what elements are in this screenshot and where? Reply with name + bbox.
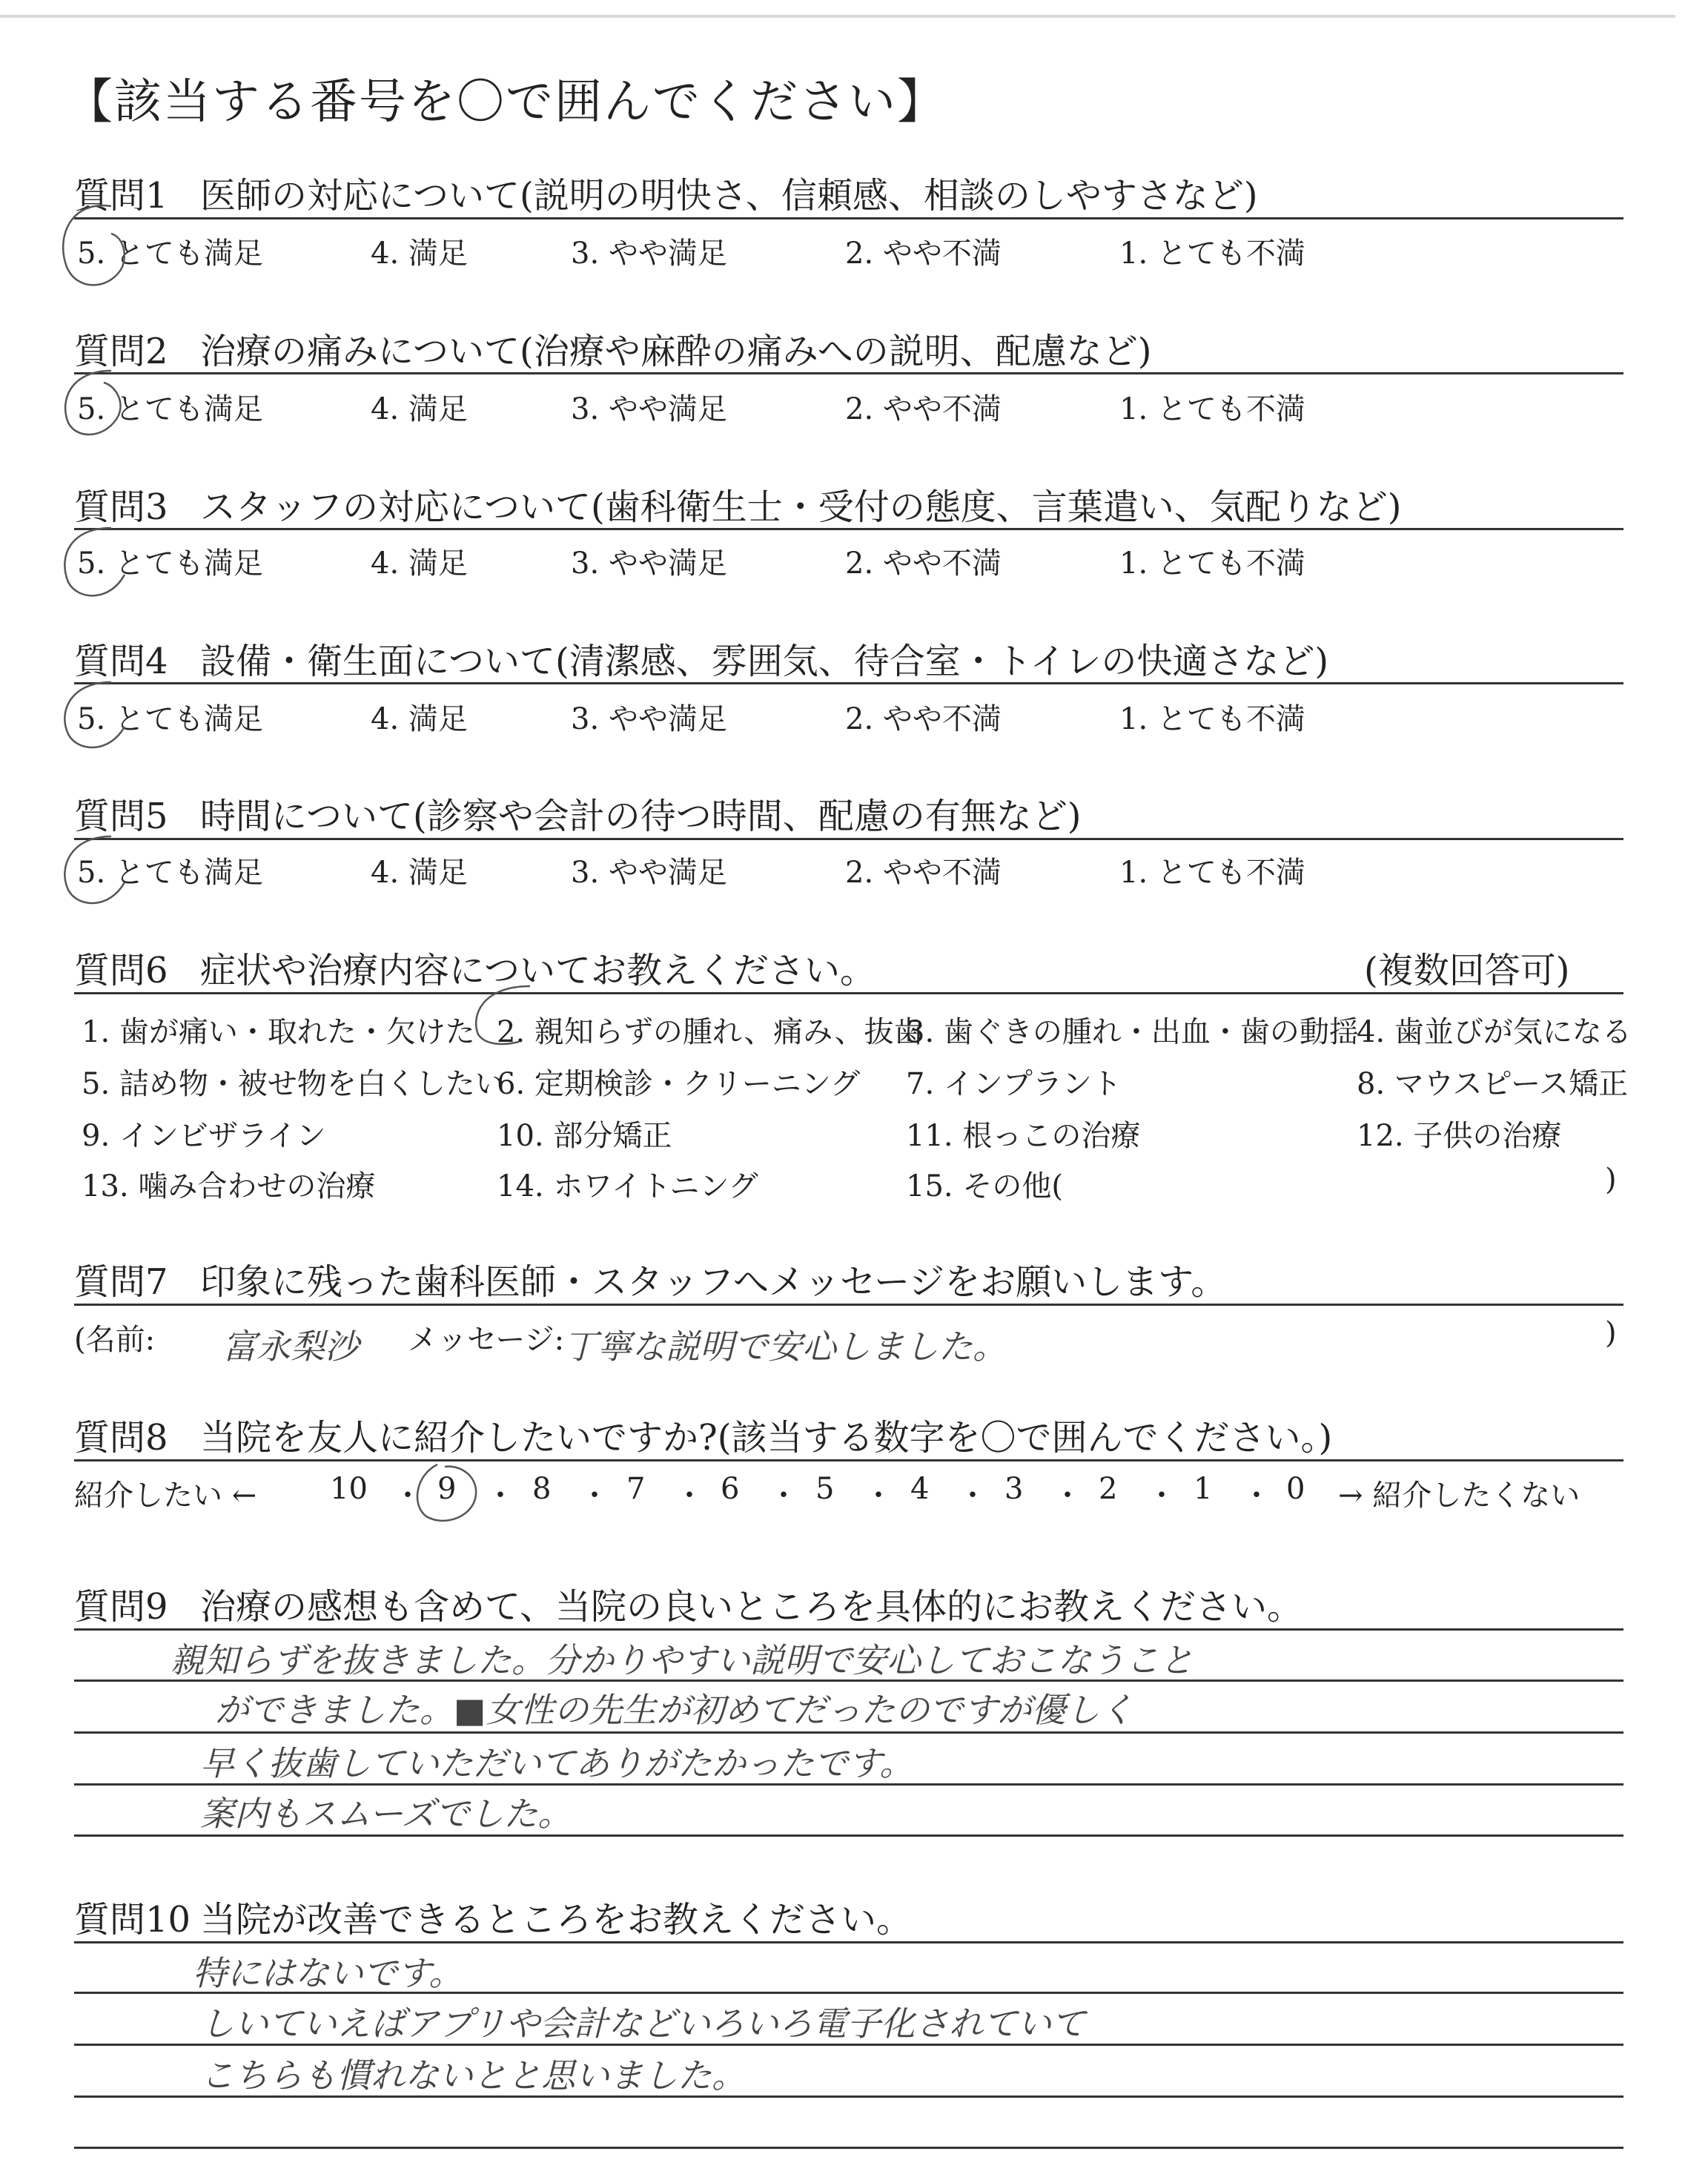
q3-option-3[interactable]: 3. やや満足 (571, 546, 727, 581)
q9-answer-line-1[interactable]: 親知らずを抜きました。分かりやすい説明で安心しておこなうこと (171, 1640, 1194, 1680)
scale-8[interactable]: 8 (532, 1472, 552, 1506)
scale-4[interactable]: 4 (910, 1472, 930, 1506)
divider (74, 372, 1623, 374)
scale-separator: ・ (1242, 1479, 1271, 1513)
question-3 (74, 478, 1402, 529)
q1-option-3[interactable]: 3. やや満足 (571, 237, 727, 271)
question-number: 質問1 (74, 175, 168, 217)
question-text: 治療の痛みについて(治療や麻酔の痛みへの説明、配慮など) (200, 331, 1152, 372)
question-2 (74, 323, 1152, 374)
question-number: 質問8 (74, 1417, 168, 1459)
q5-option-4[interactable]: 4. 満足 (371, 856, 468, 890)
q6-option-5[interactable]: 5. 詰め物・被せ物を白くしたい (82, 1067, 505, 1101)
q6-option-2[interactable]: 2. 親知らずの腫れ、痛み、抜歯 (497, 1015, 924, 1049)
q3-option-1[interactable]: 1. とても不満 (1119, 546, 1305, 581)
q9-answer-line-3[interactable]: 早く抜歯していただいてありがたかったです。 (200, 1743, 914, 1783)
scale-separator: ・ (864, 1479, 893, 1513)
q10-answer-line-3[interactable]: こちらも慣れないとと思いました。 (200, 2055, 746, 2095)
question-number: 質問6 (74, 950, 168, 991)
scale-separator: ・ (486, 1479, 515, 1513)
question-number: 質問2 (74, 331, 168, 372)
scale-3[interactable]: 3 (1004, 1472, 1024, 1506)
question-text: 当院を友人に紹介したいですか?(該当する数字を〇で囲んでください。) (200, 1417, 1333, 1459)
question-text: 設備・衛生面について(清潔感、雰囲気、待合室・トイレの快適さなど) (200, 641, 1329, 682)
q6-option-9[interactable]: 9. インビザライン (82, 1119, 326, 1153)
other-close-paren: ) (1605, 1163, 1617, 1197)
scale-separator: ・ (393, 1479, 423, 1513)
question-number: 質問4 (74, 641, 168, 682)
scale-separator: ・ (675, 1479, 704, 1513)
q6-option-14[interactable]: 14. ホワイトニング (497, 1169, 758, 1203)
question-6 (74, 942, 875, 993)
q6-option-7[interactable]: 7. インプラント (906, 1067, 1122, 1101)
q6-option-11[interactable]: 11. 根っこの治療 (906, 1119, 1141, 1153)
scale-separator: ・ (958, 1479, 987, 1513)
question-4 (74, 633, 1328, 684)
q4-option-3[interactable]: 3. やや満足 (571, 702, 727, 736)
q10-answer-line-1[interactable]: 特にはないです。 (193, 1953, 463, 1993)
q5-option-3[interactable]: 3. やや満足 (571, 856, 727, 890)
multiple-answer-note: (複数回答可) (1364, 950, 1570, 991)
scale-separator: ・ (580, 1479, 609, 1513)
q9-answer-line-4[interactable]: 案内もスムーズでした。 (200, 1794, 572, 1834)
scale-separator: ・ (1147, 1479, 1176, 1513)
q5-option-1[interactable]: 1. とても不満 (1119, 856, 1305, 890)
question-text: スタッフの対応について(歯科衛生士・受付の態度、言葉遣い、気配りなど) (200, 486, 1402, 528)
q2-option-1[interactable]: 1. とても不満 (1119, 392, 1305, 426)
answer-line (74, 1941, 1623, 1943)
scale-separator: ・ (769, 1479, 798, 1513)
q2-option-3[interactable]: 3. やや満足 (571, 392, 727, 426)
q4-option-1[interactable]: 1. とても不満 (1119, 702, 1305, 736)
divider (74, 992, 1623, 994)
question-number: 質問3 (74, 486, 168, 528)
question-5 (74, 787, 1082, 839)
q6-option-10[interactable]: 10. 部分矯正 (497, 1119, 672, 1153)
question-number: 質問5 (74, 796, 168, 837)
q1-option-4[interactable]: 4. 満足 (371, 237, 468, 271)
q4-option-2[interactable]: 2. やや不満 (845, 702, 1002, 736)
q3-option-5[interactable]: 5. とても満足 (77, 546, 263, 581)
name-field[interactable]: 富永梨沙 (222, 1327, 359, 1367)
question-text: 時間について(診察や会計の待つ時間、配慮の有無など) (200, 796, 1082, 837)
q2-option-4[interactable]: 4. 満足 (371, 392, 468, 426)
message-field[interactable]: 丁寧な説明で安心しました。 (563, 1327, 1007, 1367)
divider (74, 1459, 1623, 1462)
scale-10[interactable]: 10 (330, 1472, 368, 1506)
q2-option-5[interactable]: 5. とても満足 (77, 392, 263, 426)
question-text: 治療の感想も含めて、当院の良いところを具体的にお教えください。 (200, 1586, 1303, 1628)
q6-option-4[interactable]: 4. 歯並びが気になる (1357, 1015, 1632, 1049)
question-text: 当院が改善できるところをお教えください。 (200, 1899, 913, 1941)
scale-9[interactable]: 9 (437, 1472, 457, 1506)
scan-top-edge (0, 15, 1675, 18)
question-1 (74, 167, 1258, 218)
page-title: 【該当する番号を〇で囲んでください】 (65, 75, 946, 130)
q4-option-4[interactable]: 4. 満足 (371, 702, 468, 736)
divider (74, 528, 1623, 530)
scale-6[interactable]: 6 (721, 1472, 740, 1506)
message-label: メッセージ: (408, 1323, 565, 1357)
q6-option-8[interactable]: 8. マウスピース矯正 (1357, 1067, 1629, 1101)
scale-5[interactable]: 5 (815, 1472, 835, 1506)
question-text: 印象に残った歯科医師・スタッフへメッセージをお願いします。 (200, 1261, 1227, 1303)
scale-7[interactable]: 7 (626, 1472, 646, 1506)
q10-answer-line-2[interactable]: しいていえばアプリや会計などいろいろ電子化されていて (200, 2004, 1086, 2044)
divider (74, 682, 1623, 684)
question-10 (74, 1891, 912, 1942)
q3-option-4[interactable]: 4. 満足 (371, 546, 468, 581)
recommend-right-label: → 紹介したくない (1338, 1479, 1580, 1513)
question-text: 症状や治療内容についてお教えください。 (200, 950, 876, 991)
question-number: 質問7 (74, 1261, 168, 1303)
scale-0[interactable]: 0 (1286, 1472, 1305, 1506)
q1-option-2[interactable]: 2. やや不満 (845, 237, 1002, 271)
scale-2[interactable]: 2 (1099, 1472, 1118, 1506)
question-9 (74, 1578, 1302, 1629)
q1-option-1[interactable]: 1. とても不満 (1119, 237, 1305, 271)
q5-option-2[interactable]: 2. やや不満 (845, 856, 1002, 890)
recommend-left-label: 紹介したい ← (74, 1479, 257, 1513)
question-7 (74, 1253, 1226, 1304)
question-8 (74, 1409, 1332, 1460)
message-close-paren: ) (1605, 1316, 1617, 1350)
divider (74, 217, 1623, 219)
question-text: 医師の対応について(説明の明快さ、信頼感、相談のしやすさなど) (200, 175, 1258, 217)
q1-option-5[interactable]: 5. とても満足 (77, 237, 263, 271)
q6-option-12[interactable]: 12. 子供の治療 (1357, 1119, 1562, 1153)
q6-option-6[interactable]: 6. 定期検診・クリーニング (497, 1067, 861, 1101)
question-number: 質問9 (74, 1586, 168, 1628)
answer-line (74, 2147, 1623, 2149)
q2-option-2[interactable]: 2. やや不満 (845, 392, 1002, 426)
q9-answer-line-2[interactable]: ができました。■女性の先生が初めてだったのですが優しく (215, 1690, 1134, 1730)
divider (74, 1304, 1623, 1306)
scale-1[interactable]: 1 (1194, 1472, 1213, 1506)
q3-option-2[interactable]: 2. やや不満 (845, 546, 1002, 581)
name-label: (名前: (74, 1323, 156, 1357)
answer-line (74, 1628, 1623, 1631)
q5-option-5[interactable]: 5. とても満足 (77, 856, 263, 890)
q6-option-3[interactable]: 3. 歯ぐきの腫れ・出血・歯の動揺 (906, 1015, 1359, 1049)
scale-separator: ・ (1053, 1479, 1082, 1513)
q6-option-13[interactable]: 13. 噛み合わせの治療 (82, 1169, 376, 1203)
q4-option-5[interactable]: 5. とても満足 (77, 702, 263, 736)
divider (74, 838, 1623, 840)
q6-option-15[interactable]: 15. その他( (906, 1169, 1063, 1203)
question-number: 質問10 (74, 1899, 191, 1941)
q6-option-1[interactable]: 1. 歯が痛い・取れた・欠けた (82, 1015, 475, 1049)
